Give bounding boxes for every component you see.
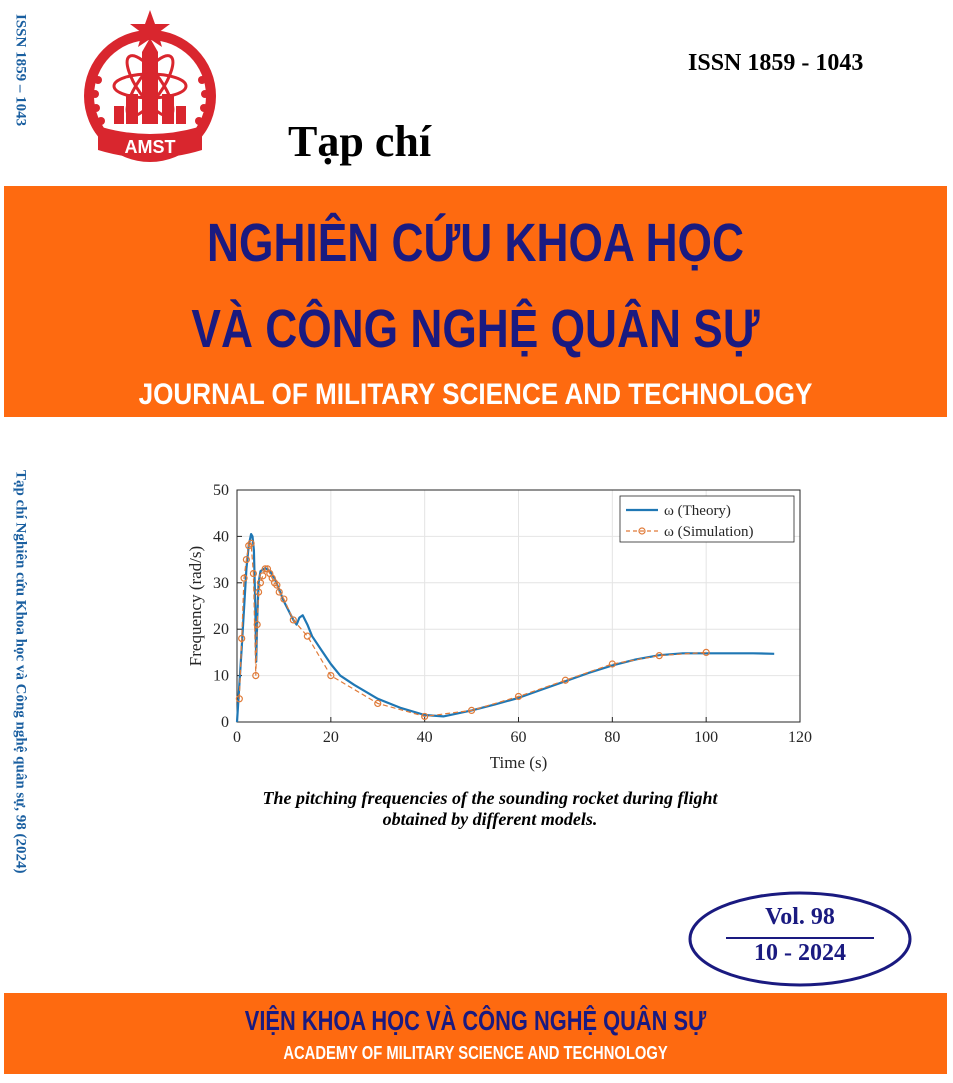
y-axis-label: Frequency (rad/s) xyxy=(186,545,205,667)
journal-title-line1: NGHIÊN CỨU KHOA HỌC xyxy=(207,213,744,273)
y-tick-label: 10 xyxy=(213,667,229,685)
journal-prefix: Tạp chí xyxy=(288,117,432,166)
legend-label: ω (Theory) xyxy=(664,503,731,519)
caption-line1: The pitching frequencies of the sounding rocket during flight xyxy=(262,788,718,808)
x-tick-label: 20 xyxy=(322,729,339,746)
volume-divider xyxy=(726,937,874,939)
x-tick-label: 40 xyxy=(416,729,433,746)
issue-date: 10 - 2024 xyxy=(754,940,846,966)
issn-label: ISSN 1859 - 1043 xyxy=(688,50,864,76)
spine-issn-text: ISSN 1859 – 1043 xyxy=(12,14,29,127)
publisher-banner xyxy=(4,993,947,1074)
x-tick-label: 0 xyxy=(233,729,241,746)
x-axis-label: Time (s) xyxy=(489,753,548,772)
spine-journal-title xyxy=(6,470,34,950)
y-tick-label: 0 xyxy=(221,714,229,731)
legend-label: ω (Simulation) xyxy=(664,524,754,540)
x-tick-label: 120 xyxy=(788,729,812,746)
publisher-name-vn: VIỆN KHOA HỌC VÀ CÔNG NGHỆ QUÂN SỰ xyxy=(244,1005,707,1036)
x-tick-label: 80 xyxy=(604,729,621,746)
volume-number: Vol. 98 xyxy=(765,904,835,930)
amst-logo xyxy=(76,10,226,166)
y-tick-label: 40 xyxy=(213,528,229,546)
x-tick-label: 60 xyxy=(510,729,527,746)
journal-title-line2: VÀ CÔNG NGHỆ QUÂN SỰ xyxy=(191,299,760,359)
y-tick-label: 50 xyxy=(213,482,229,499)
title-banner xyxy=(4,186,947,417)
amst-emblem-icon xyxy=(76,10,226,166)
x-tick-label: 100 xyxy=(694,729,719,746)
chart-svg xyxy=(180,478,820,780)
caption-line2: obtained by different models. xyxy=(382,809,598,829)
journal-title-english: JOURNAL OF MILITARY SCIENCE AND TECHNOLOGY xyxy=(138,378,813,411)
y-tick-label: 20 xyxy=(213,621,229,639)
publisher-name-en: ACADEMY OF MILITARY SCIENCE AND TECHNOLOGY xyxy=(283,1043,668,1063)
logo-text: AMST xyxy=(124,137,176,157)
spine-journal-text: Tạp chí Nghiên cứu Khoa học và Công nghệ quân sự, 98 (2024) xyxy=(12,470,29,874)
spine-issn xyxy=(6,14,34,164)
volume-badge xyxy=(688,890,912,988)
frequency-chart xyxy=(180,478,820,780)
figure-caption xyxy=(170,788,810,830)
y-tick-label: 30 xyxy=(213,574,229,592)
